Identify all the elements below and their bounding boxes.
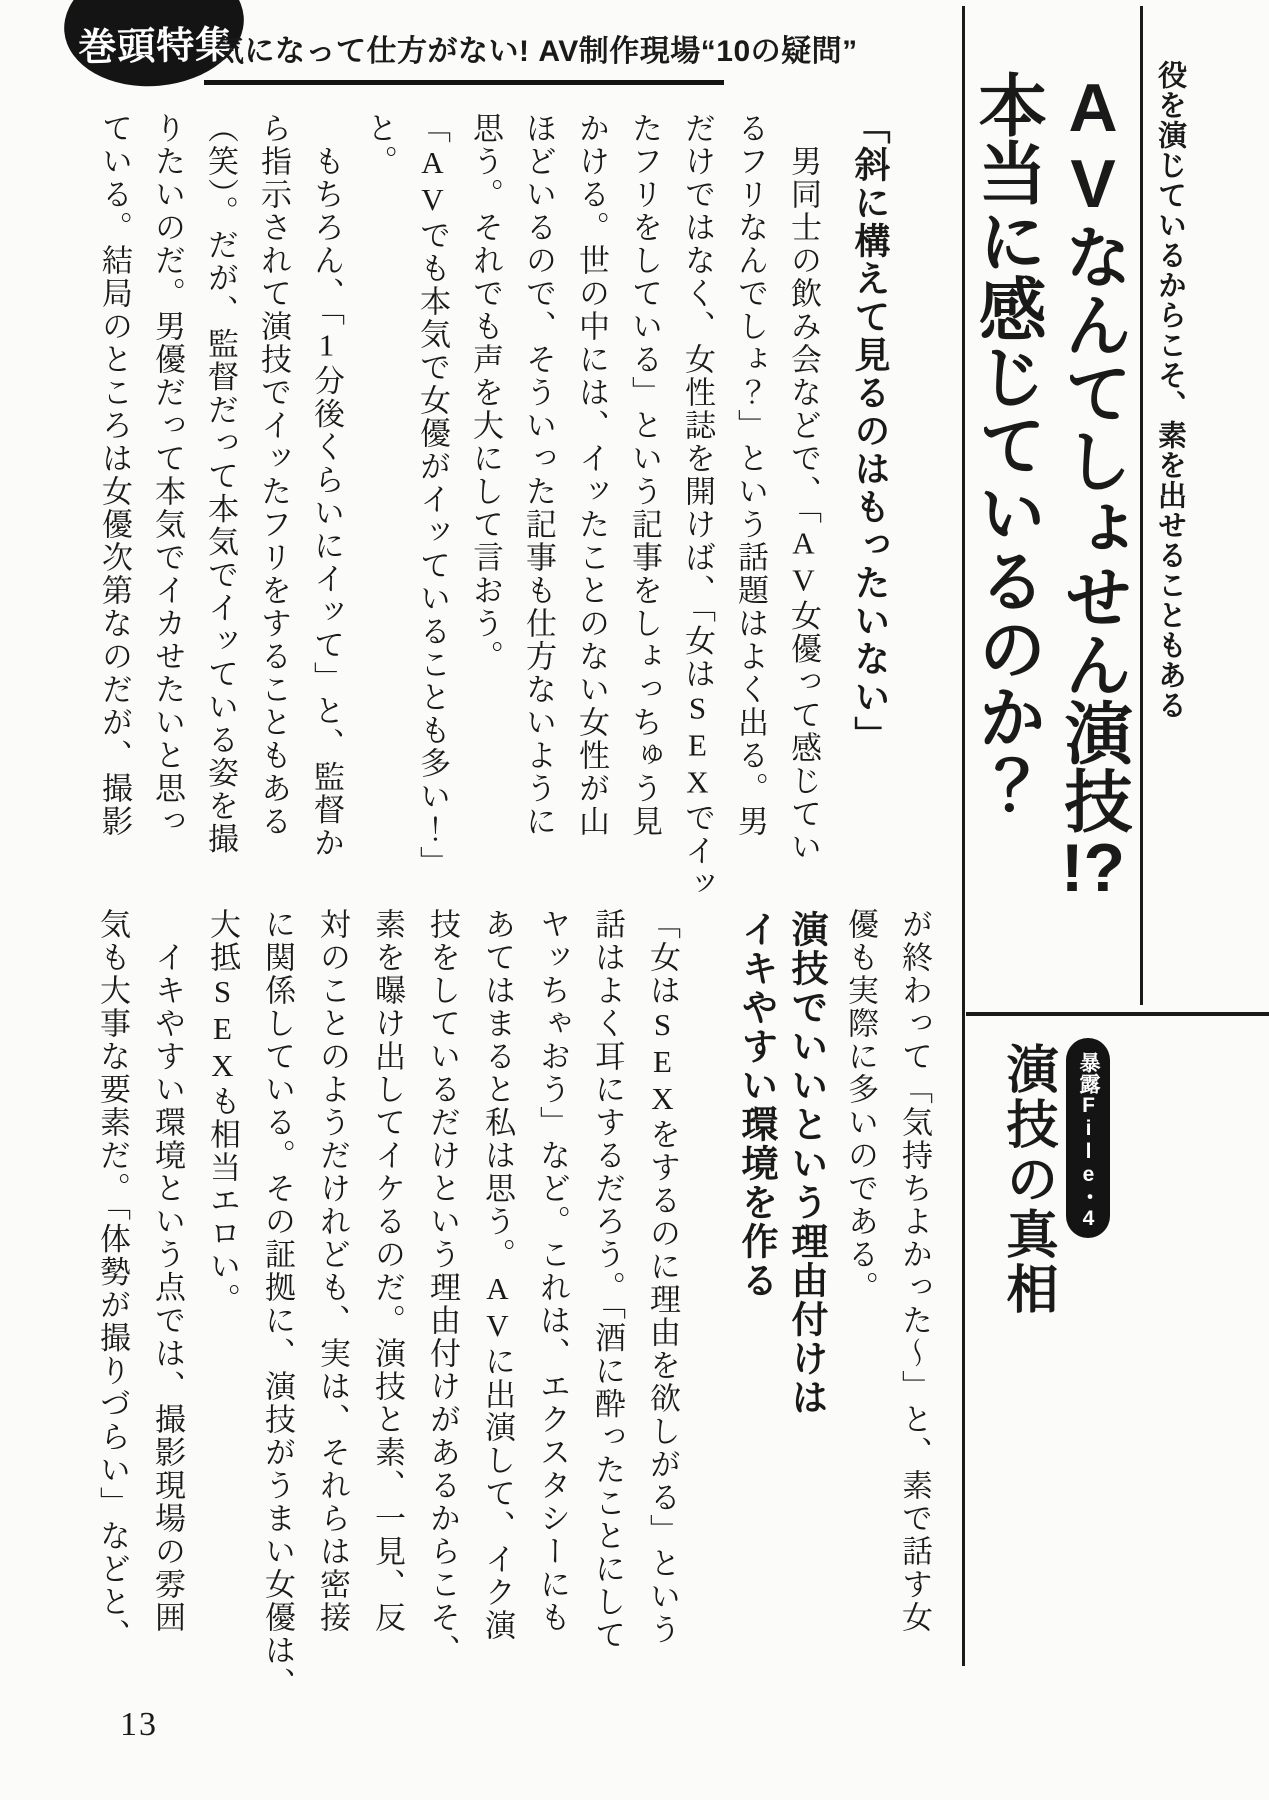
text-column: 素を曝け出してイケるのだ。演技と素、一見、反: [370, 908, 405, 1634]
upper-body-text: [88, 112, 830, 901]
text-column: かける。世の中には、イッたことのない女性が山: [574, 112, 609, 838]
headline-exclamation-mark: !?: [1060, 834, 1126, 902]
lower-body-text-left: [84, 908, 690, 1700]
text-column: ている。結局のところは女優次第なのだが、撮影: [97, 112, 132, 838]
upper-subhead: 「斜に構えて見るのはもったいない」: [850, 108, 891, 754]
text-column: だけではなく、女性誌を開けば、「女はSEXでイッ: [680, 112, 715, 901]
text-column: 気も大事な要素だ。「体勢が撮りづらい」などと、: [95, 908, 130, 1652]
text-column: あてはまると私は思う。AVに出演して、イク演: [480, 908, 515, 1642]
text-column: 「女はSEXをするのに理由を欲しがる」という: [645, 908, 680, 1646]
text-column: （笑）。だが、監督だって本気でイッている姿を撮: [203, 112, 238, 856]
lower-subhead-line-1: 演技でいいという理由付けは: [786, 910, 827, 1417]
reveal-file-badge: 暴露File・4: [1066, 1038, 1110, 1238]
text-column: 技をしているだけという理由付けがあるからこそ、: [425, 908, 460, 1667]
text-column: 大抵SEXも相当エロい。: [205, 908, 240, 1316]
section-title: 演技の真相: [998, 1042, 1056, 1317]
lower-subhead: [713, 910, 831, 1675]
text-column: 優も実際に多いのである。: [843, 908, 878, 1304]
text-column: 「AVでも本気で女優がイッていることも多い！」: [415, 112, 450, 879]
text-column: 思う。それでも声を大にして言おう。: [468, 112, 503, 673]
lead-in: 役を演じているからこそ、素を出せることもある: [1154, 60, 1186, 720]
text-column: 話はよく耳にするだろう。「酒に酔ったことにして: [590, 908, 625, 1652]
text-column: たフリをしている」という記事をしょっちゅう見: [627, 112, 662, 838]
text-column: に関係している。その証拠に、演技がうまい女優は、: [260, 908, 295, 1700]
page-number: 13: [120, 1706, 158, 1743]
text-column: ら指示されて演技でイッたフリをすることもある: [256, 112, 291, 838]
lower-subhead-line-2: イキやすい環境を作る: [736, 910, 777, 1300]
text-column: 対のことのようだけれども、実は、それらは密接: [315, 908, 350, 1634]
feature-badge-label: 巻頭特集: [77, 24, 235, 70]
headline-line-2: 本当に感じているのか？: [969, 70, 1045, 818]
text-column: と。: [362, 112, 397, 178]
horizontal-rule-section: [966, 1012, 1269, 1016]
headline-line-1-text: AVなんてしょせん演技: [1055, 70, 1131, 834]
text-column: 男同士の飲み会などで、「AV女優って感じてい: [786, 112, 821, 864]
vertical-rule-right: [1140, 6, 1143, 1005]
text-column: イキやすい環境という点では、撮影現場の雰囲: [150, 908, 185, 1634]
main-headline: [946, 70, 1136, 920]
text-column: ほどいるので、そういった記事も仕方ないように: [521, 112, 556, 838]
text-column: もちろん、「1分後くらいにイッて」と、監督か: [309, 112, 344, 860]
text-column: りたいのだ。男優だって本気でイカせたいと思っ: [150, 112, 185, 838]
text-column: るフリなんでしょ？」という話題はよく出る。男: [733, 112, 768, 838]
text-column: が終わって「気持ちよかった〜」と、素で話す女: [897, 908, 932, 1634]
text-column: ヤッちゃおう」など。これは、エクスタシーにも: [535, 908, 570, 1634]
lower-body-text-right: [829, 908, 941, 1673]
headline-line-1: [1050, 70, 1136, 920]
strapline: 気になって仕方がない! AV制作現場“10の疑問”: [204, 22, 724, 85]
